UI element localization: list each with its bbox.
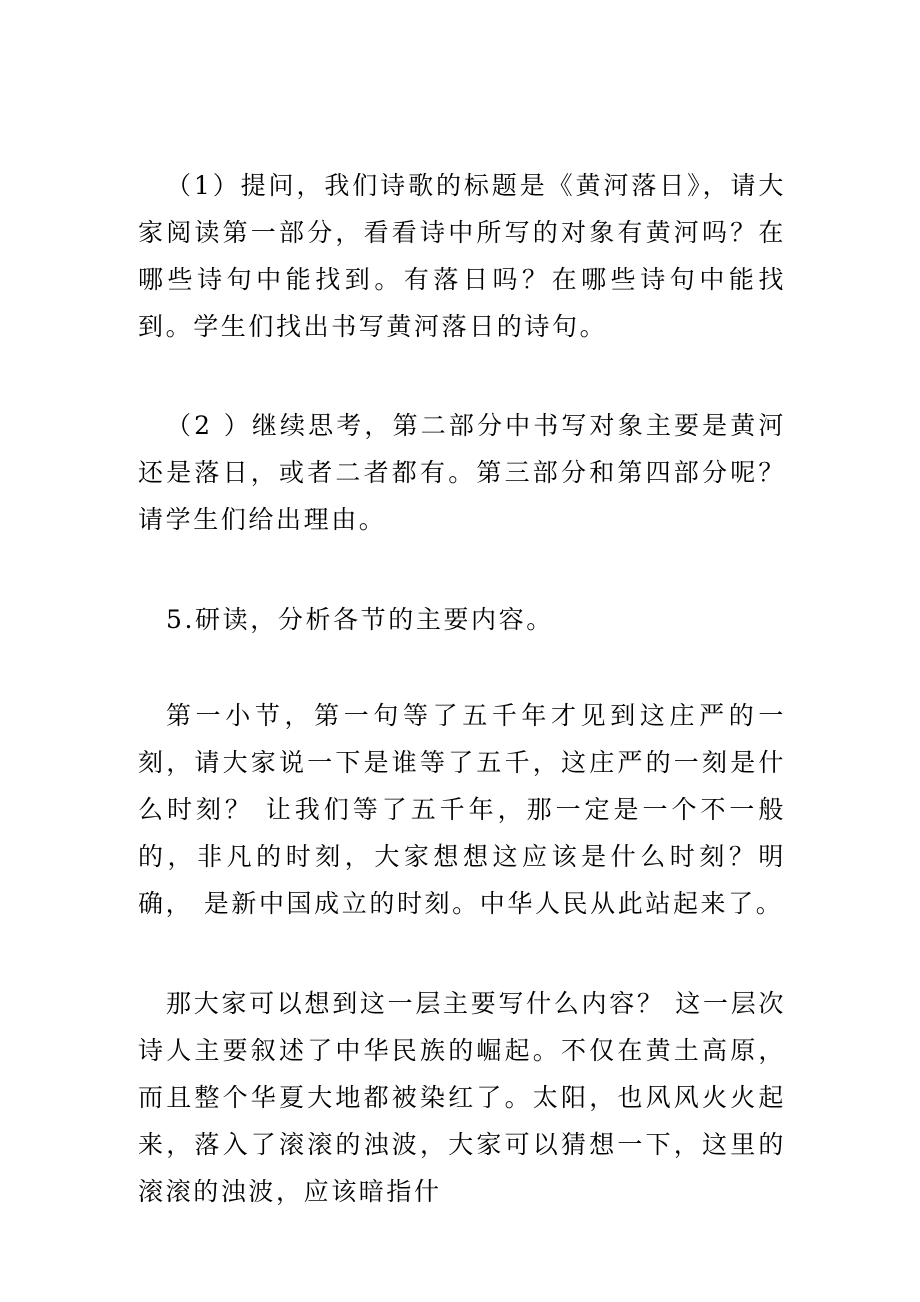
- paragraph-question-2: （2 ）继续思考，第二部分中书写对象主要是黄河还是落日，或者二者都有。第三部分和第四部分呢？请学生们给出理由。: [138, 411, 786, 534]
- paragraph-question-1: （1）提问，我们诗歌的标题是《黄河落日》，请大家阅读第一部分，看看诗中所写的对象有黄河吗？在哪些诗句中能找到。有落日吗？在哪些诗句中能找到。学生们找出书写黄河落日的诗句。: [138, 171, 786, 341]
- paragraph-step-5: 5.研读，分析各节的主要内容。: [166, 605, 554, 634]
- paragraph-layer-content: 那大家可以想到这一层主要写什么内容？ 这一层次诗人主要叙述了中华民族的崛起。不仅在黄土高原，而且整个华夏大地都被染红了。太阳，也风风火火起来，落入了滚滚的浊波，大家可以猜想一下，这里的滚滚的浊波，应该暗指什: [138, 989, 786, 1206]
- paragraph-section-1: 第一小节，第一句等了五千年才见到这庄严的一刻，请大家说一下是谁等了五千，这庄严的一刻是什么时刻？ 让我们等了五千年，那一定是一个不一般的，非凡的时刻，大家想想这应该是什么时刻？明确， 是新中国成立的时刻。中华人民从此站起来了。: [138, 701, 786, 918]
